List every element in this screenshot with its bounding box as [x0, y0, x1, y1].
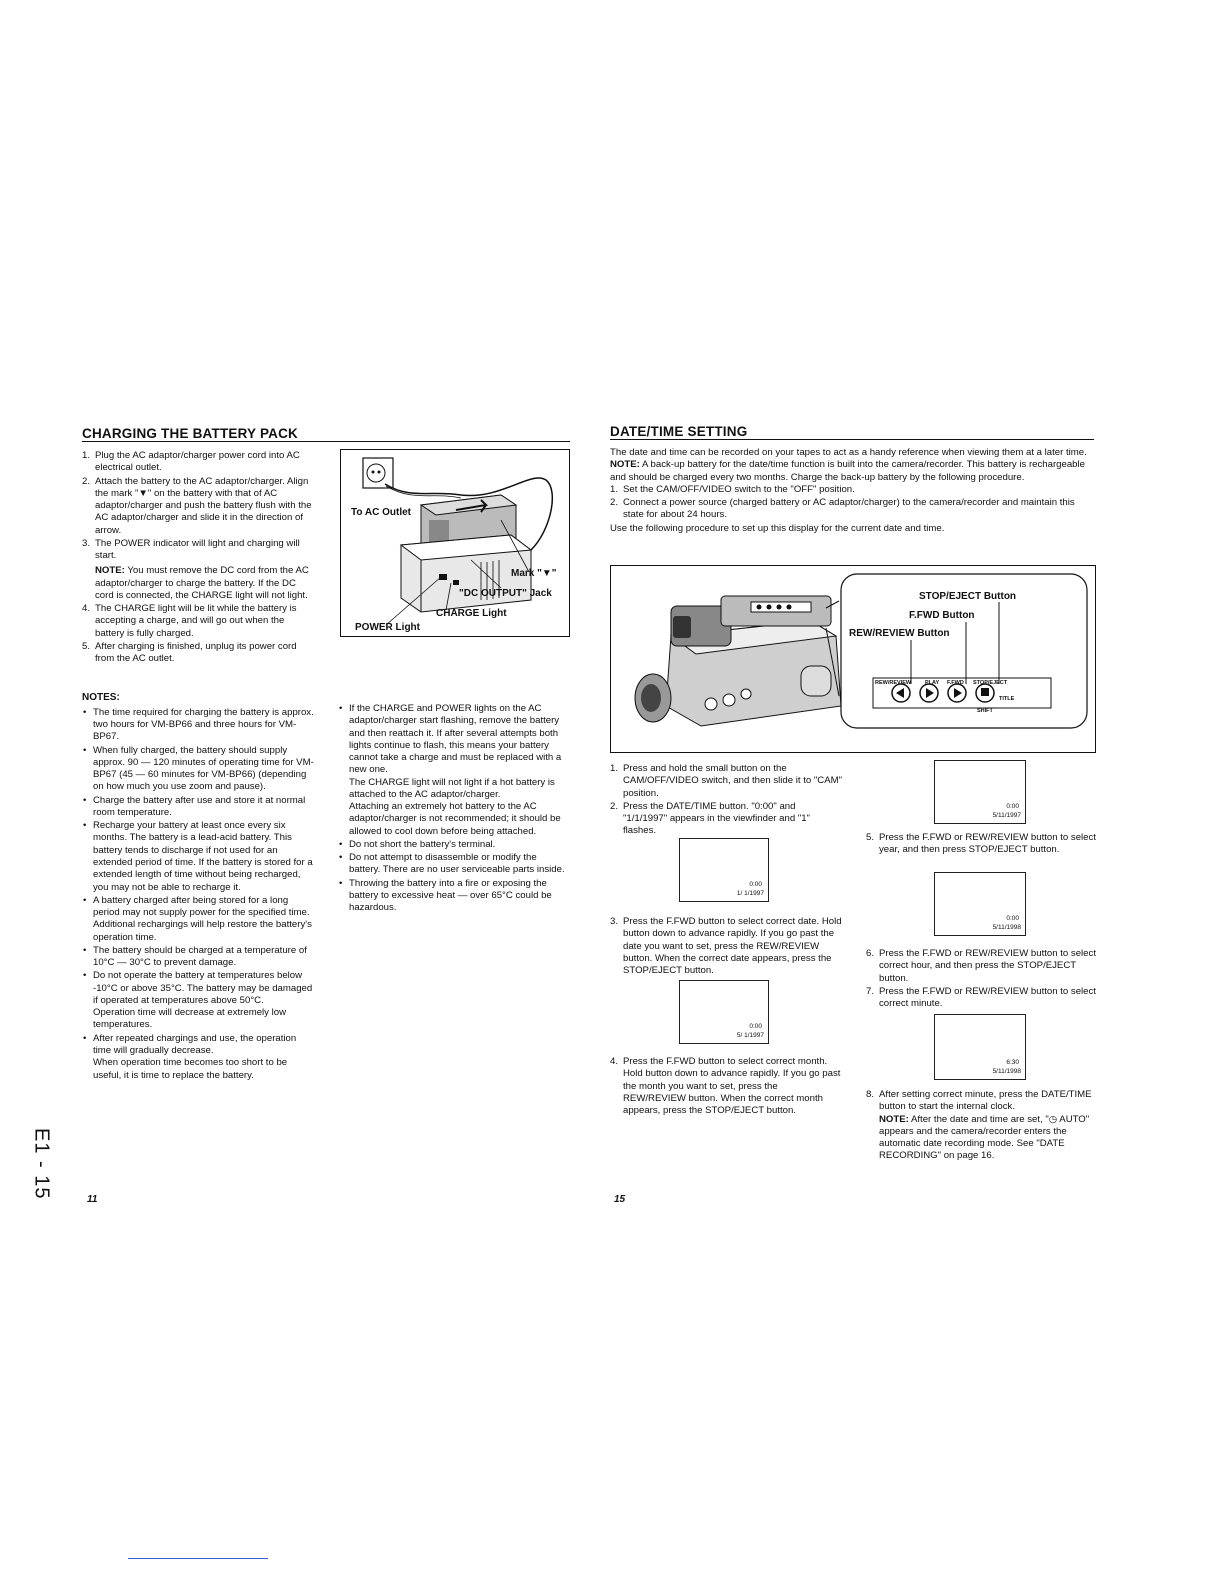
btn-shift-label: SHIFT	[977, 708, 993, 714]
camera-figure	[610, 565, 1096, 753]
date-intro-block	[610, 447, 1096, 535]
date-step-5-block	[866, 832, 1096, 858]
charging-step-3-note: NOTE: You must remove the DC cord from the AC adaptor/charger to charge the battery. If the DC cord is connected, the CHARGE light will not light.	[95, 565, 309, 601]
charger-figure	[340, 449, 570, 637]
note-item: • Do not attempt to disassemble or modify the battery. There are no user serviceable parts inside.	[338, 852, 570, 877]
date-steps-col1	[610, 763, 842, 839]
lcd-display-step4: 0:00 5/11/1997	[934, 760, 1026, 824]
date-step-7: 7. Press the F.FWD or REW/REVIEW button to select correct minute.	[866, 985, 1096, 1010]
note-item: • If the CHARGE and POWER lights on the AC adaptor/charger start flashing, remove the battery and then reattach it. If after several attempts both lights continue to flash, this means your battery cannot take a charge and must be replaced with a new one. The CHARGE light will not light if a hot battery is attached to the AC adaptor/charger. Attaching an extremely hot battery to the AC adaptor/charger is not recommended; it should be allowed to cool down before being attached.	[338, 703, 570, 838]
ffwd-label: F.FWD Button	[909, 610, 975, 621]
note-item: • Charge the battery after use and store it at normal room temperature.	[82, 795, 316, 820]
note-item: • The time required for charging the battery is approx. two hours for VM-BP66 and three hours for VM-BP67.	[82, 707, 316, 744]
date-step-3-block	[610, 916, 842, 978]
date-intro: The date and time can be recorded on your tapes to act as a handy reference when viewing them at a later time.	[610, 447, 1087, 458]
btn-play-label: PLAY	[925, 680, 940, 686]
btn-ffwd-label: F.FWD	[947, 680, 964, 686]
right-title-rule	[610, 439, 1094, 440]
dc-output-label: "DC OUTPUT" Jack	[459, 588, 552, 599]
note-item: • A battery charged after being stored for a long period may not supply power for the specified time. Additional rechargings will help restore the battery's operation time.	[82, 895, 316, 944]
note-item: • Do not operate the battery at temperatures below -10°C or above 35°C. The battery may be damaged if operated at temperatures above 50°C. Operation time will decrease at extremely low temperatures.	[82, 970, 316, 1031]
notes-col1	[82, 692, 316, 1083]
date-step-6-7-block	[866, 948, 1096, 1011]
lcd-display-step3: 0:00 5/ 1/1997	[679, 980, 769, 1044]
charging-steps	[82, 450, 316, 667]
mark-label: Mark "▼"	[511, 568, 557, 579]
charging-step-5: 5. After charging is finished, unplug its power cord from the AC outlet.	[82, 640, 297, 665]
charging-step-4: 4. The CHARGE light will be lit while the battery is accepting a charge, and will go out when the battery is fully charged.	[82, 603, 297, 639]
lcd-display-step2: 0:00 1/ 1/1997	[679, 838, 769, 902]
backup-step-1: 1. Set the CAM/OFF/VIDEO switch to the "OFF" position.	[610, 483, 855, 495]
charging-step-2: 2. Attach the battery to the AC adaptor/charger. Align the mark "▼" on the battery with that of AC adaptor/charger and push the battery flush with the AC adaptor/charger and slide it in the direction of arrow.	[82, 475, 312, 536]
charging-step-3: 3. The POWER indicator will light and charging will start. NOTE: You must remove the DC cord from the AC adaptor/charger to charge the battery. If the DC cord is connected, the CHARGE light will not light.	[82, 538, 316, 602]
to-ac-outlet-label: To AC Outlet	[351, 507, 411, 518]
right-page-number: 15	[614, 1194, 626, 1205]
note-item: • Do not short the battery's terminal.	[338, 839, 570, 851]
notes-heading: NOTES:	[82, 692, 120, 703]
right-title: DATE/TIME SETTING	[610, 424, 748, 439]
left-page-number: 11	[87, 1194, 98, 1205]
date-step-8-note: NOTE: After the date and time are set, "◷ AUTO" appears and the camera/recorder enters the automatic date recording mode. See "DATE RECORDING" on page 16.	[879, 1113, 1090, 1162]
btn-rew-label: REW/REVIEW	[875, 680, 912, 686]
date-step-4-block	[610, 1056, 842, 1118]
note-item: • Throwing the battery into a fire or exposing the battery to excessive heat — over 65°C could be hazardous.	[338, 878, 570, 915]
power-light-label: POWER Light	[355, 622, 420, 633]
stop-eject-label: STOP/EJECT Button	[919, 591, 1017, 602]
date-step-1: 1. Press and hold the small button on the CAM/OFF/VIDEO switch, and then slide it to "CAM" position.	[610, 763, 843, 799]
side-page-label: E1 - 15	[30, 1128, 53, 1200]
date-note: NOTE: A back-up battery for the date/time function is built into the camera/recorder. This battery is rechargeable and should be charged every two months. Charge the back-up battery by the following procedure.	[610, 459, 1085, 483]
lcd-display-step7: 6:30 5/11/1998	[934, 1014, 1026, 1080]
note-item: • When fully charged, the battery should supply approx. 90 — 120 minutes of operating time for VM-BP67 (45 — 60 minutes for VM-BP66) (depending on how much you use zoom and pause).	[82, 745, 316, 794]
rew-review-label: REW/REVIEW Button	[849, 628, 950, 639]
date-step-8-block	[866, 1089, 1096, 1164]
date-step-6: 6. Press the F.FWD or REW/REVIEW button to select correct hour, and then press the STOP/EJECT button.	[866, 948, 1096, 984]
left-title-rule	[82, 441, 570, 442]
note-item: • After repeated chargings and use, the operation time will gradually decrease. When operation time becomes too short to be useful, it is time to replace the battery.	[82, 1033, 316, 1082]
date-step-2: 2. Press the DATE/TIME button. "0:00" and "1/1/1997" appears in the viewfinder and "1" flashes.	[610, 800, 810, 837]
note-item: • Recharge your battery at least once every six months. The battery is a lead-acid battery. This battery tends to discharge if not used for an extended period of time. If the battery is stored for a extended length of time without being recharged, you may not be able to recharge it.	[82, 820, 316, 894]
notes-col2	[338, 703, 570, 916]
date-step-8: 8. After setting correct minute, press the DATE/TIME button to start the internal clock. NOTE: After the date and time are set, "◷ AUTO" appears and the camera/recorder enters the automatic date recording mode. See "DATE RECORDING" on page 16.	[866, 1089, 1096, 1163]
backup-step-2: 2. Connect a power source (charged battery or AC adaptor/charger) to the camera/recorder and maintain this state for about 24 hours.	[610, 497, 1075, 521]
date-step-5: 5. Press the F.FWD or REW/REVIEW button to select year, and then press STOP/EJECT button.	[866, 832, 1096, 856]
charge-light-label: CHARGE Light	[436, 608, 507, 619]
btn-stop-label: STOP/EJECT	[973, 680, 1008, 686]
lcd-display-step5: 0:00 5/11/1998	[934, 872, 1026, 936]
bottom-rule	[128, 1558, 268, 1559]
btn-title-label: TITLE	[999, 696, 1015, 702]
camera-illustration	[611, 566, 1095, 752]
note-item: • The battery should be charged at a temperature of 10°C — 30°C to prevent damage.	[82, 945, 316, 970]
left-title: CHARGING THE BATTERY PACK	[82, 426, 299, 441]
date-step-4: 4. Press the F.FWD button to select correct month. Hold button down to advance rapidly. If you go past the month you want to set, press the REW/REVIEW button. When the correct month appears, press the STOP/EJECT button.	[610, 1056, 841, 1117]
date-step-3: 3. Press the F.FWD button to select correct date. Hold button down to advance rapidly. If you go past the date you want to set, press the REW/REVIEW button. When the correct date appears, press the STOP/EJECT button.	[610, 916, 842, 977]
charging-step-1: 1. Plug the AC adaptor/charger power cord into AC electrical outlet.	[82, 450, 300, 474]
use-line: Use the following procedure to set up this display for the current date and time.	[610, 522, 945, 534]
